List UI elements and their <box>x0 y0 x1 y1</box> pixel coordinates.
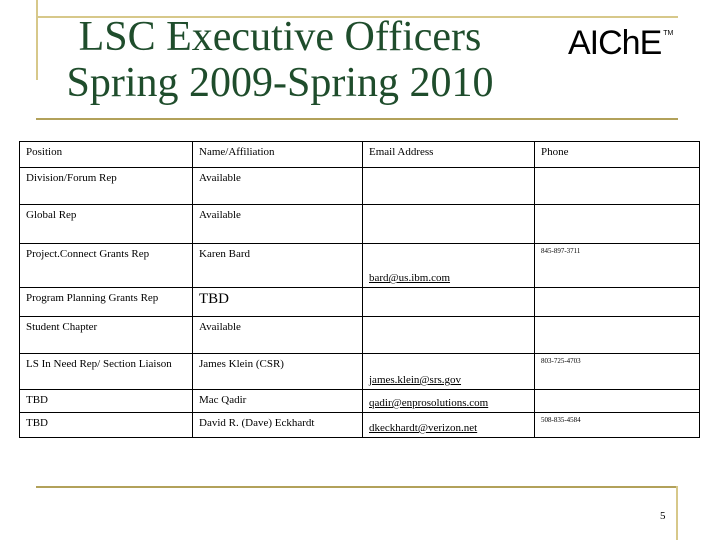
aiche-logo <box>568 24 674 63</box>
position-cell: Student Chapter <box>20 317 193 354</box>
header-phone: Phone <box>535 142 700 168</box>
table-row <box>20 288 700 317</box>
email-cell <box>363 205 535 244</box>
email-cell <box>363 288 535 317</box>
position-cell: LS In Need Rep/ Section Liaison <box>20 354 193 390</box>
table-row <box>20 168 700 205</box>
table-row <box>20 413 700 438</box>
position-cell: Division/Forum Rep <box>20 168 193 205</box>
page-number: 5 <box>660 510 666 522</box>
email-link[interactable]: bard@us.ibm.com <box>369 272 451 284</box>
table-row <box>20 354 700 390</box>
slide-title <box>0 14 560 106</box>
title-line-2: Spring 2009-Spring 2010 <box>66 60 494 106</box>
email-cell <box>363 317 535 354</box>
footer-vertical-rule <box>676 486 678 540</box>
title-divider-rule <box>36 118 678 120</box>
name-cell: Available <box>193 317 363 354</box>
table-row <box>20 205 700 244</box>
email-cell <box>363 244 535 288</box>
email-link[interactable]: qadir@enprosolutions.com <box>369 397 489 409</box>
position-cell: Global Rep <box>20 205 193 244</box>
position-cell: Program Planning Grants Rep <box>20 288 193 317</box>
name-cell: Mac Qadir <box>193 390 363 413</box>
name-cell: James Klein (CSR) <box>193 354 363 390</box>
header-position: Position <box>20 142 193 168</box>
table-row <box>20 390 700 413</box>
position-cell: TBD <box>20 390 193 413</box>
officers-table <box>19 141 700 438</box>
email-cell <box>363 354 535 390</box>
table-row <box>20 244 700 288</box>
position-cell: Project.Connect Grants Rep <box>20 244 193 288</box>
footer-rule <box>36 486 678 488</box>
header-name: Name/Affiliation <box>193 142 363 168</box>
name-cell: TBD <box>193 288 363 317</box>
email-link[interactable]: dkeckhardt@verizon.net <box>369 422 478 434</box>
email-cell <box>363 168 535 205</box>
phone-cell: 803-725-4703 <box>535 354 700 390</box>
trademark-mark: TM <box>663 30 674 37</box>
phone-cell: 845-897-3711 <box>535 244 700 288</box>
phone-cell: 508-835-4584 <box>535 413 700 438</box>
email-cell <box>363 390 535 413</box>
email-cell <box>363 413 535 438</box>
name-cell: David R. (Dave) Eckhardt <box>193 413 363 438</box>
email-link[interactable]: james.klein@srs.gov <box>369 374 462 386</box>
table-row <box>20 317 700 354</box>
phone-cell <box>535 288 700 317</box>
header-email: Email Address <box>363 142 535 168</box>
logo-text: AIChE <box>568 24 662 62</box>
phone-cell <box>535 168 700 205</box>
position-cell: TBD <box>20 413 193 438</box>
phone-cell <box>535 205 700 244</box>
phone-cell <box>535 317 700 354</box>
name-cell: Available <box>193 205 363 244</box>
name-cell: Available <box>193 168 363 205</box>
name-cell: Karen Bard <box>193 244 363 288</box>
title-line-1: LSC Executive Officers <box>78 14 482 60</box>
phone-cell <box>535 390 700 413</box>
table-header-row <box>20 142 700 168</box>
